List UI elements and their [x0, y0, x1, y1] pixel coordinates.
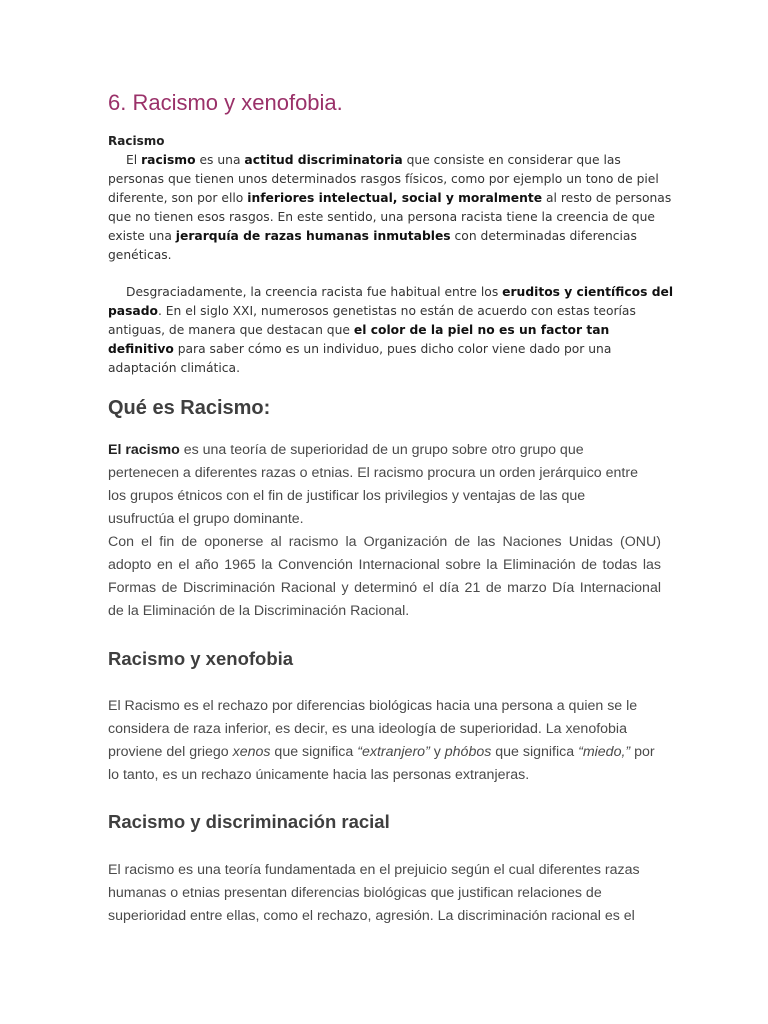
text-line: definitivo para saber cómo es un individuo, pues dicho color viene dado por una [108, 342, 612, 356]
page-title: 6. Racismo y xenofobia. [108, 90, 343, 115]
text-line: de la Eliminación de la Discriminación Racional. [108, 603, 410, 619]
text-line: los grupos étnicos con el fin de justificar los privilegios y ventajas de las que [108, 488, 586, 504]
paragraph-xenofobia [108, 695, 661, 787]
text-line: Desgraciadamente, la creencia racista fue habitual entre los eruditos y científicos del [126, 285, 674, 299]
text-line: Con el fin de oponerse al racismo la Organización de las Naciones Unidas (ONU) [108, 534, 661, 550]
text-line: El racismo es una teoría de superioridad de un grupo sobre otro grupo que [108, 442, 584, 458]
text-line: humanas o etnias presentan diferencias biológicas que justifican relaciones de [108, 885, 602, 901]
text-line: adopto en el año 1965 la Convención Internacional sobre la Eliminación de todas las [108, 557, 661, 573]
text-line: pasado. En el siglo XXI, numerosos genetistas no están de acuerdo con estas teorías [108, 304, 636, 318]
text-line: lo tanto, es un rechazo únicamente hacia las personas extranjeras. [108, 767, 530, 783]
text-line: Formas de Discriminación Racional y determinó el día 21 de marzo Día Internacional [108, 580, 661, 596]
section-title-racismo-xenofobia: Racismo y xenofobia [108, 648, 294, 669]
paragraph-definicion [108, 439, 661, 623]
paragraph-discriminacion [108, 859, 661, 928]
paragraph-desgraciadamente [108, 283, 674, 378]
text-line: pertenecen a diferentes razas o etnias. El racismo procura un orden jerárquico entre [108, 465, 638, 481]
text-line: El racismo es una actitud discriminatoria que consiste en considerar que las [126, 153, 621, 167]
subheading: Racismo [108, 134, 165, 148]
text-line: proviene del griego xenos que significa “extranjero” y phóbos que significa “miedo,” por [108, 744, 655, 760]
text-line: El Racismo es el rechazo por diferencias biológicas hacia una persona a quien se le [108, 698, 638, 714]
text-line: diferente, son por ello inferiores intelectual, social y moralmente al resto de personas [108, 191, 672, 205]
text-line: usufructúa el grupo dominante. [108, 511, 304, 527]
text-line: superioridad entre ellas, como el rechazo, agresión. La discriminación racional es el [108, 908, 635, 924]
text-line: considera de raza inferior, es decir, es una ideología de superioridad. La xenofobia [108, 721, 627, 737]
text-line: adaptación climática. [108, 361, 240, 375]
section-title-discriminacion-racial: Racismo y discriminación racial [108, 811, 390, 832]
text-line: El racismo es una teoría fundamentada en el prejuicio según el cual diferentes razas [108, 862, 640, 878]
text-line: que no tienen esos rasgos. En este sentido, una persona racista tiene la creencia de que [108, 210, 655, 224]
text-line: existe una jerarquía de razas humanas inmutables con determinadas diferencias [108, 229, 637, 243]
section-title-que-es-racismo: Qué es Racismo: [108, 397, 271, 419]
text-line: genéticas. [108, 248, 172, 262]
text-line: antiguas, de manera que destacan que el color de la piel no es un factor tan [108, 323, 610, 337]
paragraph-racismo [108, 151, 672, 265]
text-line: personas que tienen unos determinados rasgos físicos, como por ejemplo un tono de piel [108, 172, 659, 186]
